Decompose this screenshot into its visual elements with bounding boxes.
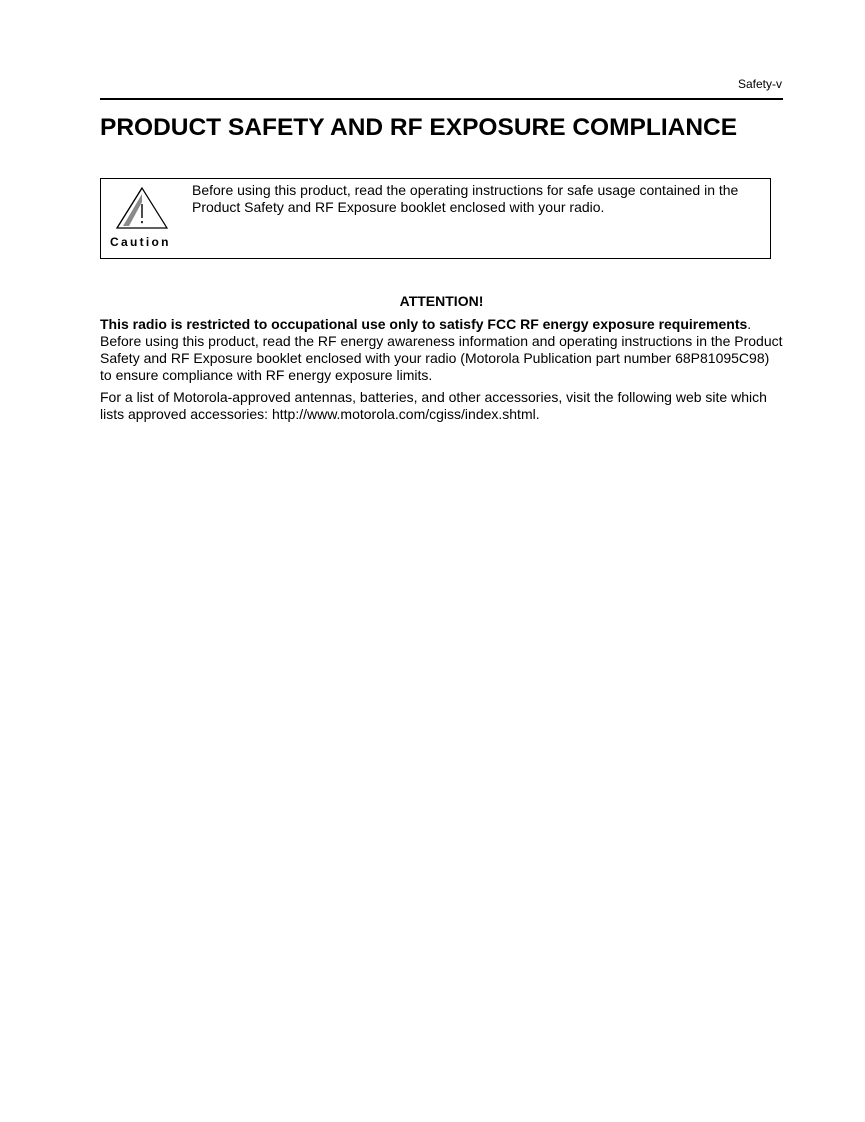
attention-heading: ATTENTION! <box>399 293 484 309</box>
page-title: PRODUCT SAFETY AND RF EXPOSURE COMPLIANCE <box>100 114 738 141</box>
restriction-statement-end: . <box>747 316 752 332</box>
caution-box <box>100 178 771 259</box>
caution-label: Caution <box>110 235 171 249</box>
header-rule <box>100 98 783 100</box>
attention-paragraph-1 <box>100 316 783 384</box>
warning-triangle-icon <box>113 185 171 231</box>
accessories-paragraph: For a list of Motorola-approved antennas, batteries, and other accessories, visit the following web site which lists approved accessories: http://www.motorola.com/cgiss/index.shtml. <box>100 389 767 422</box>
restriction-statement: This radio is restricted to occupational use only to satisfy FCC RF energy exposure requirements <box>100 316 748 332</box>
attention-body <box>100 316 783 423</box>
page-number-label: Safety-v <box>737 77 782 91</box>
rf-awareness-text: Before using this product, read the RF energy awareness information and operating instructions in the Product Safety and RF Exposure booklet enclosed with your radio (Motorola Publication part number 68P81095C98) to ensure compliance with RF energy exposure limits. <box>100 333 783 383</box>
caution-text: Before using this product, read the operating instructions for safe usage contained in the Product Safety and RF Exposure booklet enclosed with your radio. <box>192 182 739 215</box>
